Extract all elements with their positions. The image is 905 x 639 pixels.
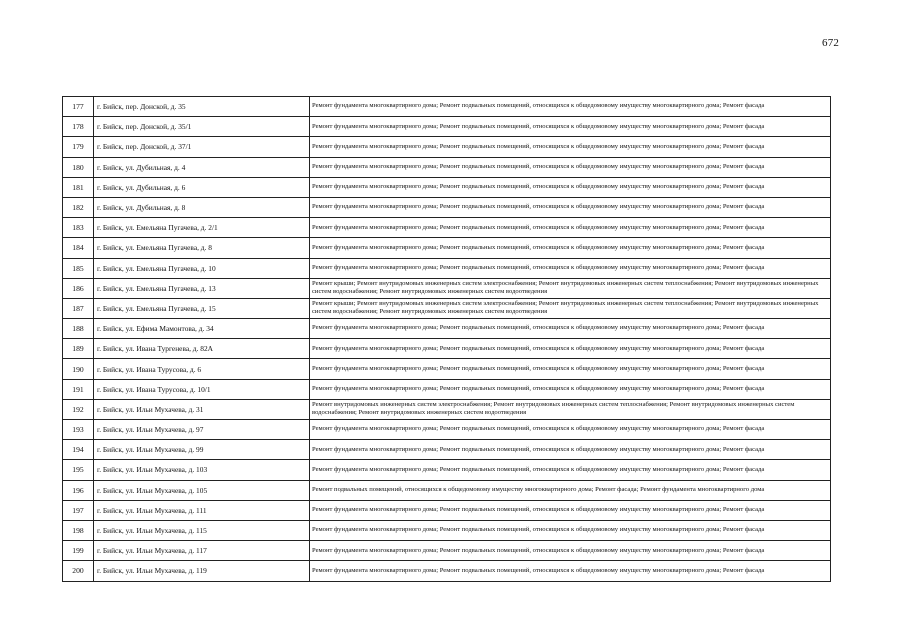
works-cell: Ремонт фундамента многоквартирного дома; Ремонт подвальных помещений, относящихся к общедомовому имуществу многоквартирного дома; Ремонт фасада <box>310 561 831 581</box>
row-number-cell: 191 <box>63 379 94 399</box>
table-row <box>63 520 831 540</box>
works-cell: Ремонт фундамента многоквартирного дома; Ремонт подвальных помещений, относящихся к общедомовому имуществу многоквартирного дома; Ремонт фасада <box>310 420 831 440</box>
row-number-cell: 196 <box>63 480 94 500</box>
address-cell: г. Бийск, ул. Ильи Мухачева, д. 31 <box>94 399 310 419</box>
works-cell: Ремонт фундамента многоквартирного дома; Ремонт подвальных помещений, относящихся к общедомовому имуществу многоквартирного дома; Ремонт фасада <box>310 339 831 359</box>
works-cell: Ремонт фундамента многоквартирного дома; Ремонт подвальных помещений, относящихся к общедомовому имуществу многоквартирного дома; Ремонт фасада <box>310 359 831 379</box>
table-row <box>63 157 831 177</box>
table-row <box>63 480 831 500</box>
works-cell: Ремонт крыши; Ремонт внутридомовых инженерных систем электроснабжения; Ремонт внутридомовых инженерных систем теплоснабжения; Ремонт внутридомовых инженерных систем водоснабжения; Ремонт внутридомовых инженерных систем водоотведения <box>310 298 831 318</box>
works-cell: Ремонт фундамента многоквартирного дома; Ремонт подвальных помещений, относящихся к общедомовому имуществу многоквартирного дома; Ремонт фасада <box>310 218 831 238</box>
table-row <box>63 97 831 117</box>
row-number-cell: 198 <box>63 520 94 540</box>
row-number-cell: 199 <box>63 541 94 561</box>
works-cell: Ремонт фундамента многоквартирного дома; Ремонт подвальных помещений, относящихся к общедомовому имуществу многоквартирного дома; Ремонт фасада <box>310 197 831 217</box>
row-number-cell: 181 <box>63 177 94 197</box>
row-number-cell: 188 <box>63 319 94 339</box>
row-number-cell: 189 <box>63 339 94 359</box>
works-cell: Ремонт подвальных помещений, относящихся к общедомовому имуществу многоквартирного дома; Ремонт фасада; Ремонт фундамента многоквартирного дома <box>310 480 831 500</box>
address-cell: г. Бийск, ул. Ильи Мухачева, д. 117 <box>94 541 310 561</box>
address-cell: г. Бийск, ул. Ильи Мухачева, д. 119 <box>94 561 310 581</box>
works-cell: Ремонт фундамента многоквартирного дома; Ремонт подвальных помещений, относящихся к общедомовому имуществу многоквартирного дома; Ремонт фасада <box>310 177 831 197</box>
row-number-cell: 180 <box>63 157 94 177</box>
table-row <box>63 440 831 460</box>
table-row <box>63 359 831 379</box>
row-number-cell: 177 <box>63 97 94 117</box>
row-number-cell: 182 <box>63 197 94 217</box>
works-cell: Ремонт фундамента многоквартирного дома; Ремонт подвальных помещений, относящихся к общедомовому имуществу многоквартирного дома; Ремонт фасада <box>310 117 831 137</box>
address-cell: г. Бийск, ул. Ильи Мухачева, д. 115 <box>94 520 310 540</box>
table-row <box>63 399 831 419</box>
works-cell: Ремонт фундамента многоквартирного дома; Ремонт подвальных помещений, относящихся к общедомовому имуществу многоквартирного дома; Ремонт фасада <box>310 238 831 258</box>
works-cell: Ремонт фундамента многоквартирного дома; Ремонт подвальных помещений, относящихся к общедомовому имуществу многоквартирного дома; Ремонт фасада <box>310 157 831 177</box>
address-cell: г. Бийск, ул. Дубильная, д. 4 <box>94 157 310 177</box>
repair-schedule-table <box>62 96 831 582</box>
address-cell: г. Бийск, ул. Емельяна Пугачева, д. 13 <box>94 278 310 298</box>
address-cell: г. Бийск, ул. Ивана Турусова, д. 10/1 <box>94 379 310 399</box>
table-row <box>63 460 831 480</box>
row-number-cell: 190 <box>63 359 94 379</box>
works-cell: Ремонт фундамента многоквартирного дома; Ремонт подвальных помещений, относящихся к общедомовому имуществу многоквартирного дома; Ремонт фасада <box>310 440 831 460</box>
row-number-cell: 193 <box>63 420 94 440</box>
table-row <box>63 197 831 217</box>
table-row <box>63 298 831 318</box>
table-row <box>63 177 831 197</box>
works-cell: Ремонт фундамента многоквартирного дома; Ремонт подвальных помещений, относящихся к общедомовому имуществу многоквартирного дома; Ремонт фасада <box>310 258 831 278</box>
works-cell: Ремонт фундамента многоквартирного дома; Ремонт подвальных помещений, относящихся к общедомовому имуществу многоквартирного дома; Ремонт фасада <box>310 319 831 339</box>
table-row <box>63 379 831 399</box>
table-row <box>63 500 831 520</box>
table-row <box>63 541 831 561</box>
works-cell: Ремонт фундамента многоквартирного дома; Ремонт подвальных помещений, относящихся к общедомовому имуществу многоквартирного дома; Ремонт фасада <box>310 379 831 399</box>
page-number: 672 <box>822 37 840 49</box>
address-cell: г. Бийск, ул. Емельяна Пугачева, д. 2/1 <box>94 218 310 238</box>
works-cell: Ремонт фундамента многоквартирного дома; Ремонт подвальных помещений, относящихся к общедомовому имуществу многоквартирного дома; Ремонт фасада <box>310 541 831 561</box>
table-row <box>63 238 831 258</box>
address-cell: г. Бийск, ул. Емельяна Пугачева, д. 15 <box>94 298 310 318</box>
table-body <box>63 97 831 582</box>
row-number-cell: 187 <box>63 298 94 318</box>
table-row <box>63 218 831 238</box>
address-cell: г. Бийск, ул. Дубильная, д. 8 <box>94 197 310 217</box>
works-cell: Ремонт фундамента многоквартирного дома; Ремонт подвальных помещений, относящихся к общедомовому имуществу многоквартирного дома; Ремонт фасада <box>310 97 831 117</box>
row-number-cell: 186 <box>63 278 94 298</box>
address-cell: г. Бийск, ул. Ильи Мухачева, д. 99 <box>94 440 310 460</box>
table-row <box>63 137 831 157</box>
works-cell: Ремонт фундамента многоквартирного дома; Ремонт подвальных помещений, относящихся к общедомовому имуществу многоквартирного дома; Ремонт фасада <box>310 460 831 480</box>
row-number-cell: 179 <box>63 137 94 157</box>
table-row <box>63 319 831 339</box>
row-number-cell: 195 <box>63 460 94 480</box>
table-row <box>63 420 831 440</box>
address-cell: г. Бийск, ул. Емельяна Пугачева, д. 10 <box>94 258 310 278</box>
row-number-cell: 192 <box>63 399 94 419</box>
row-number-cell: 184 <box>63 238 94 258</box>
address-cell: г. Бийск, пер. Донской, д. 35/1 <box>94 117 310 137</box>
address-cell: г. Бийск, ул. Ильи Мухачева, д. 103 <box>94 460 310 480</box>
address-cell: г. Бийск, ул. Дубильная, д. 6 <box>94 177 310 197</box>
works-cell: Ремонт крыши; Ремонт внутридомовых инженерных систем электроснабжения; Ремонт внутридомовых инженерных систем теплоснабжения; Ремонт внутридомовых инженерных систем водоснабжения; Ремонт внутридомовых инженерных систем водоотведения <box>310 278 831 298</box>
works-cell: Ремонт фундамента многоквартирного дома; Ремонт подвальных помещений, относящихся к общедомовому имуществу многоквартирного дома; Ремонт фасада <box>310 137 831 157</box>
address-cell: г. Бийск, ул. Ивана Турусова, д. 6 <box>94 359 310 379</box>
works-cell: Ремонт внутридомовых инженерных систем электроснабжения; Ремонт внутридомовых инженерных систем теплоснабжения; Ремонт внутридомовых инженерных систем водоснабжения; Ремонт внутридомовых инженерных систем водоотведения <box>310 399 831 419</box>
works-cell: Ремонт фундамента многоквартирного дома; Ремонт подвальных помещений, относящихся к общедомовому имуществу многоквартирного дома; Ремонт фасада <box>310 520 831 540</box>
address-cell: г. Бийск, ул. Ефима Мамонтова, д. 34 <box>94 319 310 339</box>
table-row <box>63 561 831 581</box>
row-number-cell: 200 <box>63 561 94 581</box>
address-cell: г. Бийск, пер. Донской, д. 37/1 <box>94 137 310 157</box>
table-row <box>63 278 831 298</box>
table-row <box>63 339 831 359</box>
table-row <box>63 258 831 278</box>
row-number-cell: 185 <box>63 258 94 278</box>
row-number-cell: 178 <box>63 117 94 137</box>
address-cell: г. Бийск, ул. Ильи Мухачева, д. 111 <box>94 500 310 520</box>
address-cell: г. Бийск, ул. Ильи Мухачева, д. 97 <box>94 420 310 440</box>
works-cell: Ремонт фундамента многоквартирного дома; Ремонт подвальных помещений, относящихся к общедомовому имуществу многоквартирного дома; Ремонт фасада <box>310 500 831 520</box>
row-number-cell: 194 <box>63 440 94 460</box>
row-number-cell: 183 <box>63 218 94 238</box>
row-number-cell: 197 <box>63 500 94 520</box>
table-row <box>63 117 831 137</box>
address-cell: г. Бийск, ул. Ивана Тургенева, д. 82А <box>94 339 310 359</box>
address-cell: г. Бийск, пер. Донской, д. 35 <box>94 97 310 117</box>
address-cell: г. Бийск, ул. Емельяна Пугачева, д. 8 <box>94 238 310 258</box>
address-cell: г. Бийск, ул. Ильи Мухачева, д. 105 <box>94 480 310 500</box>
